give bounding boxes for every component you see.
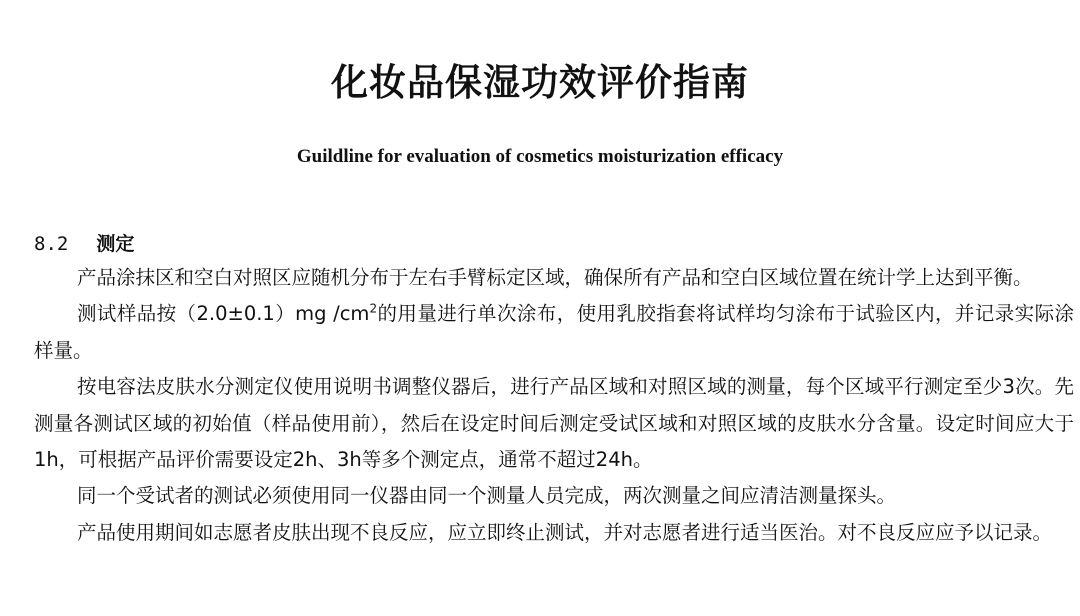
dosage-unit-superscript: 2 — [369, 301, 378, 316]
dosage-text-before: 测试样品按（2.0±0.1）mg /cm — [77, 302, 370, 326]
document-title: 化妆品保湿功效评价指南 — [331, 61, 749, 104]
paragraph-measurement-procedure: 按电容法皮肤水分测定仪使用说明书调整仪器后，进行产品区域和对照区域的测量，每个区域平行测定至少3次。先测量各测试区域的初始值（样品使用前），然后在设定时间后测定受试区域和对照区域的皮肤水分含量。设定时间应大于1h，可根据产品评价需要设定2h、3h等多个测定点，通常不超过24h。 — [34, 375, 1074, 472]
paragraph-random-distribution: 产品涂抹区和空白对照区应随机分布于左右手臂标定区域，确保所有产品和空白区域位置在统计学上达到平衡。 — [77, 266, 1033, 289]
section-number: 8.2 — [34, 233, 69, 255]
section-heading — [34, 230, 134, 258]
section-title: 测定 — [96, 233, 135, 255]
dosage-text-after: 的用量进行单次涂布，使用乳胶指套将试样均匀涂布于试验区内，并记录实际涂样量。 — [34, 302, 1074, 362]
paragraph-sample-dosage — [34, 296, 1074, 369]
document-subtitle: Guildline for evaluation of cosmetics moisturization efficacy — [296, 146, 784, 167]
paragraph-same-operator: 同一个受试者的测试必须使用同一仪器由同一个测量人员完成，两次测量之间应清洁测量探头。 — [77, 484, 897, 508]
paragraph-adverse-reaction: 产品使用期间如志愿者皮肤出现不良反应，应立即终止测试，并对志愿者进行适当医治。对不良反应应予以记录。 — [77, 520, 1053, 544]
section-body — [34, 260, 1074, 551]
